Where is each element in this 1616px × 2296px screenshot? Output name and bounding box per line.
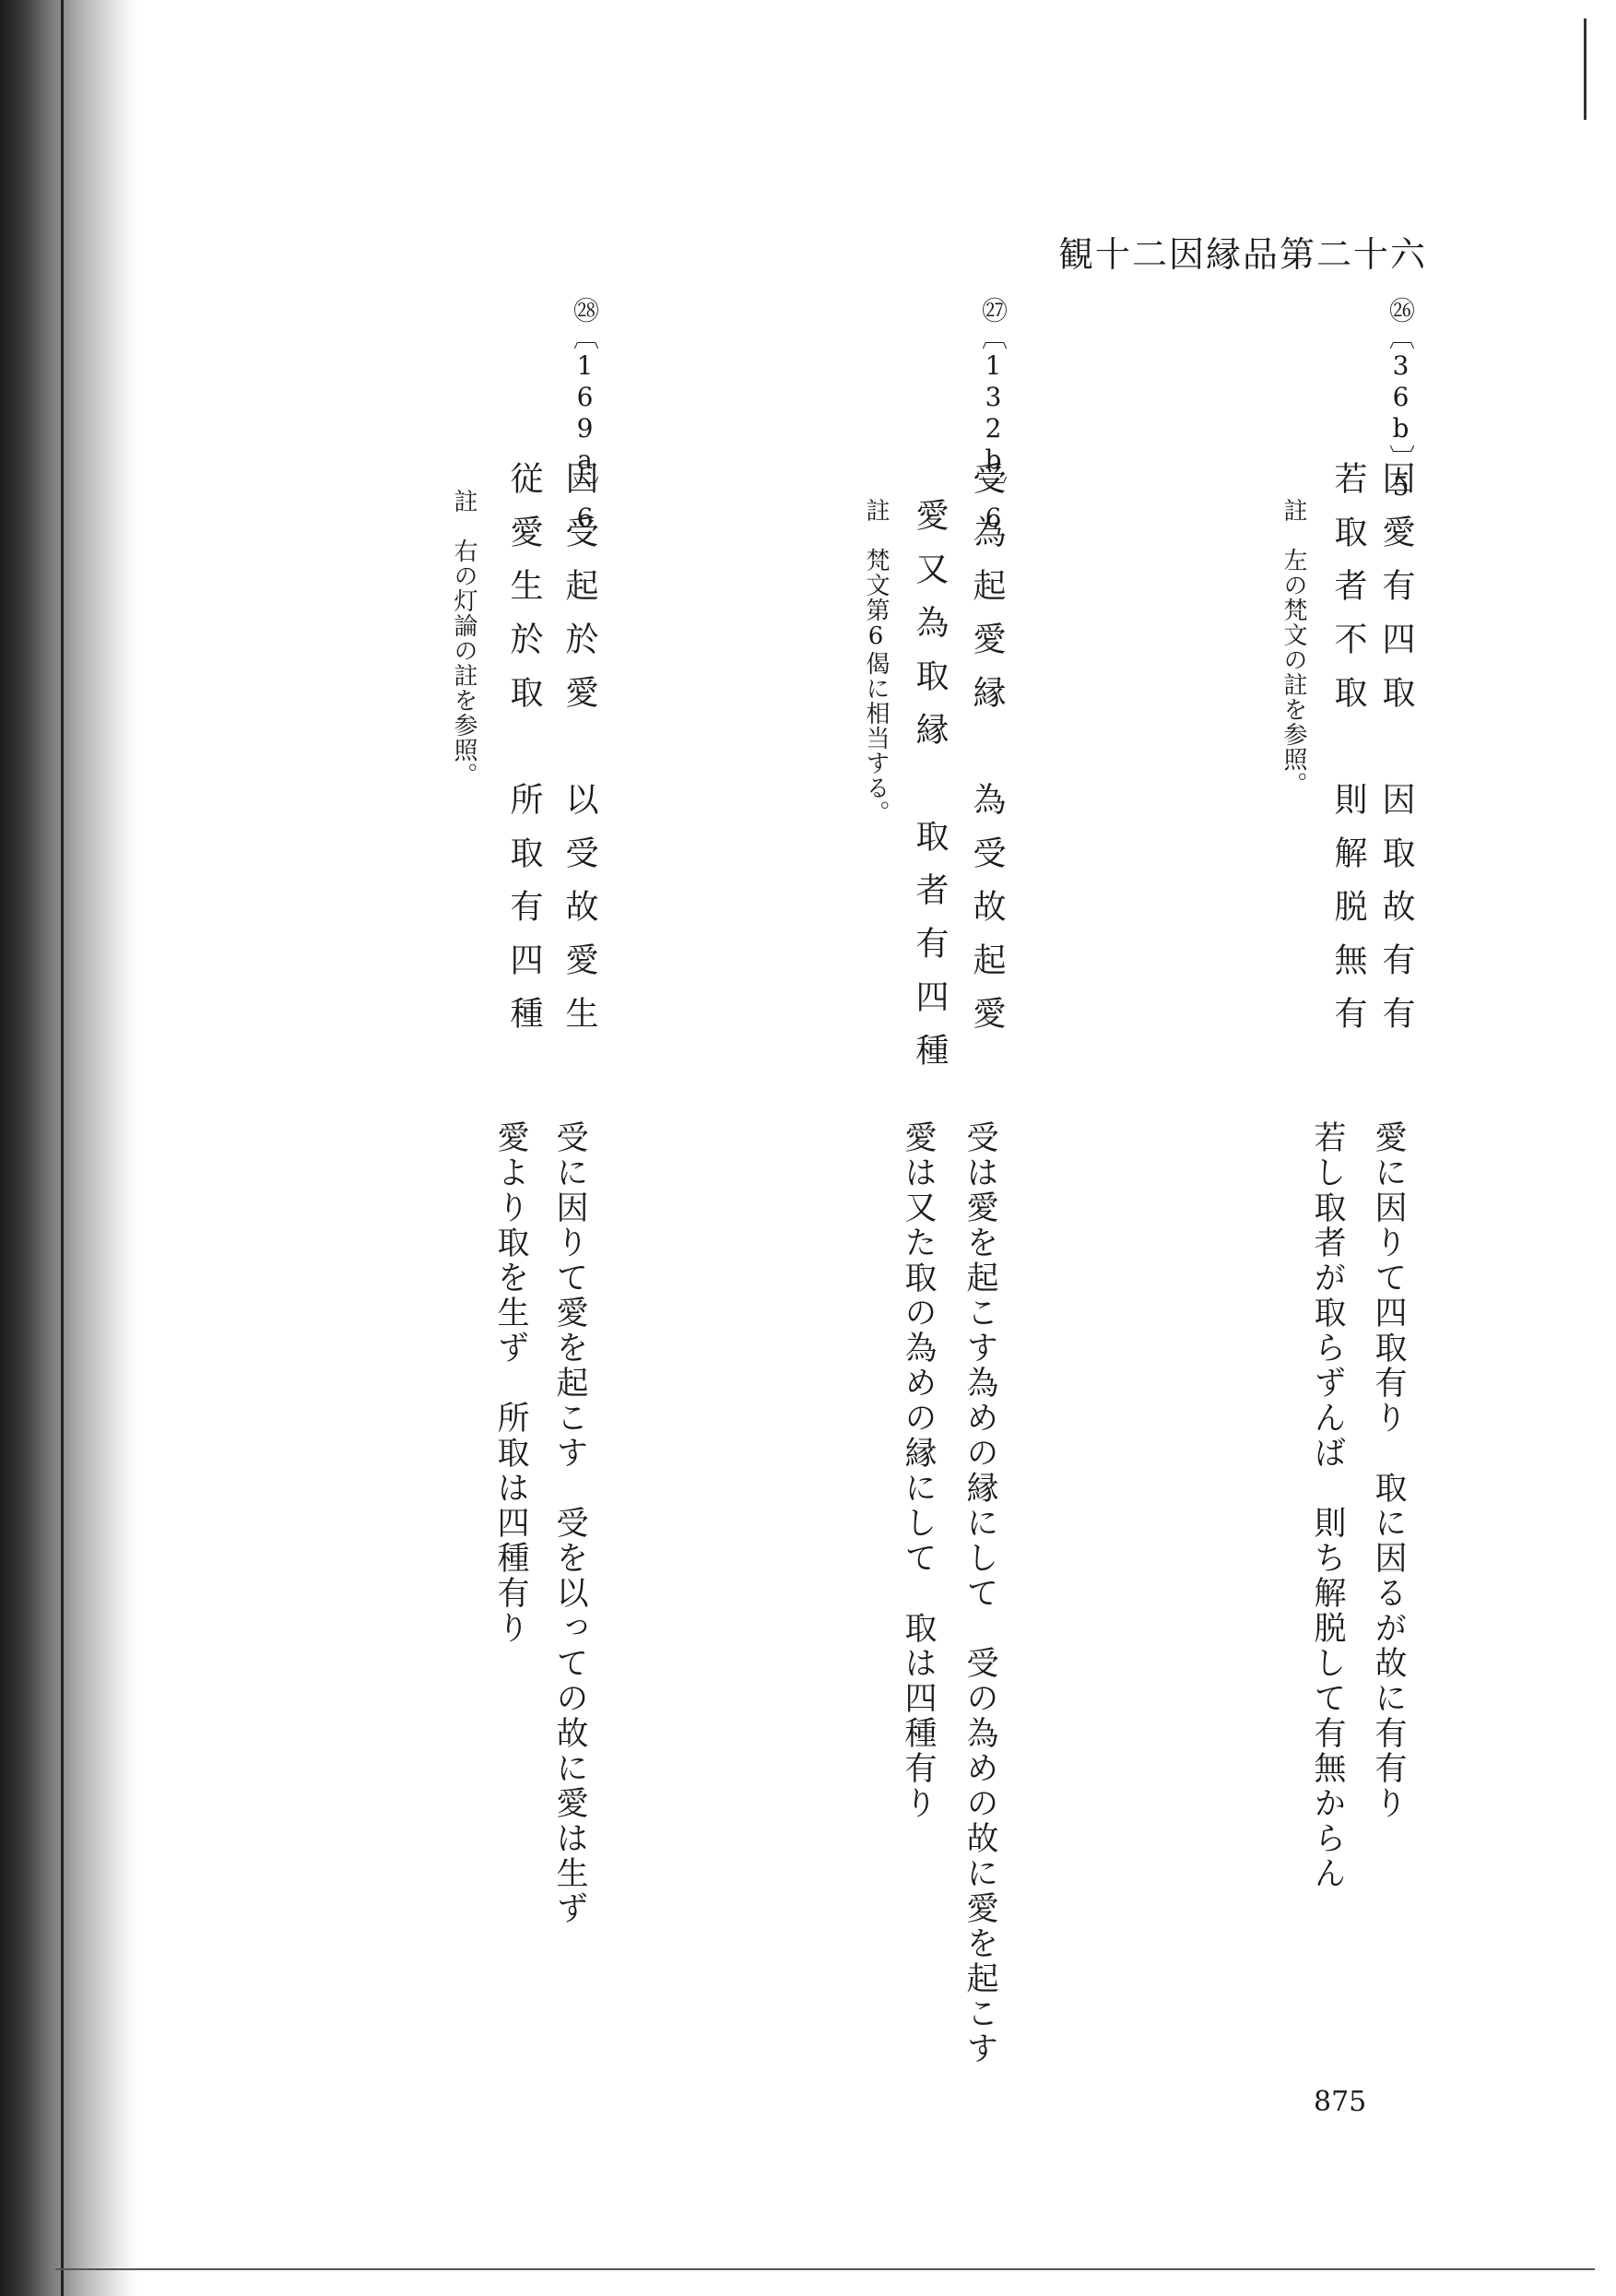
section-1-verse-line-1: 因愛有四取 因取故有有 [1377, 461, 1415, 1049]
section-2-verse-line-1: 受為起愛縁 為受故起愛 [968, 461, 1006, 1049]
section-1-translation-line-1: 愛に因りて四取有り 取に因るが故に有有り [1370, 1120, 1407, 1821]
section-3-ref: ㉘〔169a〕6 [570, 297, 600, 534]
section-3-note: 註 右の灯論の註を参照。 [450, 489, 478, 787]
page-number: 875 [1314, 2086, 1367, 2118]
section-3-verse-line-1: 因受起於愛 以受故愛生 [560, 461, 598, 1049]
page-edge-mark [1584, 18, 1587, 120]
section-2-verse-line-2: 愛又為取縁 取者有四種 [911, 498, 949, 1086]
section-2-translation-line-2: 愛は又た取の為めの縁にして 取は四種有り [900, 1120, 937, 1821]
binding-edge-line [61, 0, 64, 2296]
section-2-translation-line-1: 受は愛を起こす為めの縁にして 受の為めの故に愛を起こす [961, 1120, 998, 2066]
binding-shadow [0, 0, 138, 2296]
section-3-verse-line-2: 従愛生於取 所取有四種 [505, 461, 543, 1049]
section-2-ref: ㉗〔132b〕6 [978, 297, 1009, 534]
section-1-verse-line-2: 若取者不取 則解脱無有 [1329, 461, 1367, 1049]
section-1-translation-line-2: 若し取者が取らずんば 則ち解脱して有無からん [1309, 1120, 1346, 1891]
section-2-note: 註 梵文第6偈に相当する。 [862, 498, 890, 825]
section-1-ref: ㉖〔36b〕5 [1386, 297, 1416, 503]
bottom-page-edge [55, 2268, 1595, 2270]
section-3-translation-line-1: 受に因りて愛を起こす 受を以っての故に愛は生ず [551, 1120, 588, 1926]
running-header: 観十二因縁品第二十六 [1057, 234, 1427, 275]
section-1-note: 註 左の梵文の註を参照。 [1280, 498, 1307, 797]
section-3-translation-line-2: 愛より取を生ず 所取は四種有り [492, 1120, 529, 1646]
